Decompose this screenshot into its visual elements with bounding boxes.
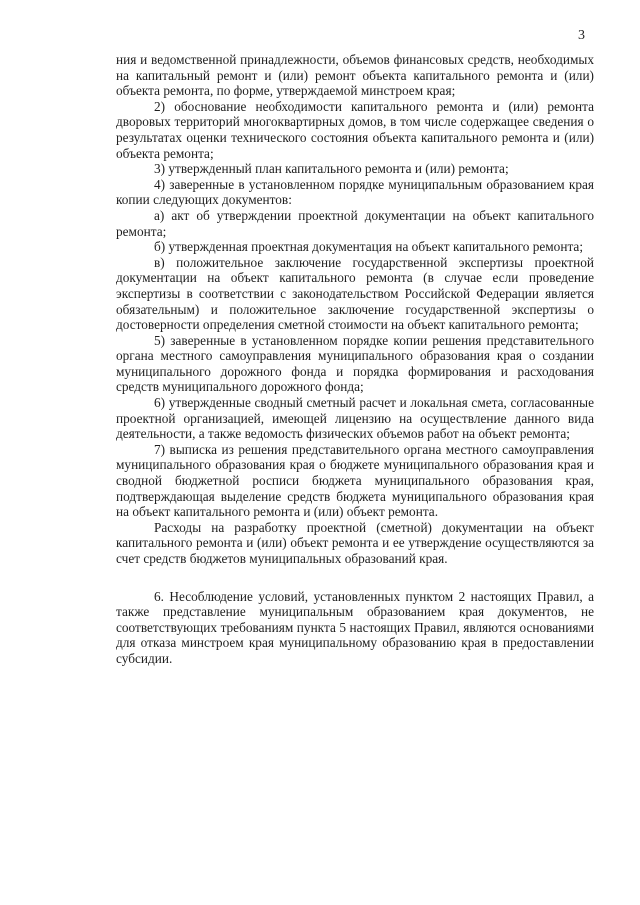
- paragraph-continuation: ния и ведомственной принадлежности, объемов финансовых средств, необходимых на капитальный ремонт и (или) ремонт объекта капитального ремонта и (или) объекта ремонта, по форме, утверждаемой минстроем края;: [116, 52, 594, 99]
- paragraph-section-6: 6. Несоблюдение условий, установленных пунктом 2 настоящих Правил, а также представление муниципальным образованием края документов, не соответствующих требованиям пункта 5 настоящих Правил, являются основаниями для отказа минстроем края муниципальному образованию края в предоставлении субсидии.: [116, 588, 594, 666]
- paragraph-item-6: 6) утвержденные сводный сметный расчет и локальная смета, согласованные проектной организацией, имеющей лицензию на осуществление данного вида деятельности, а также ведомость физических объемов работ на объект ремонта;: [116, 395, 594, 442]
- paragraph-subitem-a: а) акт об утверждении проектной документации на объект капитального ремонта;: [116, 207, 594, 239]
- document-body: [116, 52, 594, 667]
- paragraph-item-5: 5) заверенные в установленном порядке копии решения представительного органа местного самоуправления муниципального образования края о создании муниципального дорожного фонда и порядка формирования и расходования средств муниципального дорожного фонда;: [116, 332, 594, 395]
- paragraph-subitem-v: в) положительное заключение государственной экспертизы проектной документации на объект капитального ремонта (в случае если проведение экспертизы в соответствии с законодательством Российской Федерации является обязательным) и положительное заключение государственной экспертизы о достоверности определения сметной стоимости на объект капитального ремонта;: [116, 254, 594, 333]
- paragraph-item-4: 4) заверенные в установленном порядке муниципальным образованием края копии следующих документов:: [116, 176, 594, 208]
- page-number: 3: [578, 28, 585, 43]
- paragraph-item-2: 2) обоснование необходимости капитального ремонта и (или) ремонта дворовых территорий многоквартирных домов, в том числе содержащее сведения о результатах оценки технического состояния объекта капитального ремонта и (или) объекта ремонта;: [116, 98, 594, 161]
- paragraph-subitem-b: б) утвержденная проектная документация на объект капитального ремонта;: [154, 239, 584, 255]
- paragraph-item-7: 7) выписка из решения представительного органа местного самоуправления муниципального образования края о бюджете муниципального образования края и сводной бюджетной росписи бюджета муниципального образования края, подтверждающая выделение средств бюджета муниципального образования края на объект капитального ремонта и (или) объект ремонта.: [116, 441, 594, 520]
- paragraph-expenses: Расходы на разработку проектной (сметной) документации на объект капитального ремонта и (или) объект ремонта и ее утверждение осуществляются за счет средств бюджетов муниципальных образований края.: [116, 519, 594, 566]
- paragraph-item-3: 3) утвержденный план капитального ремонта и (или) ремонта;: [154, 161, 509, 177]
